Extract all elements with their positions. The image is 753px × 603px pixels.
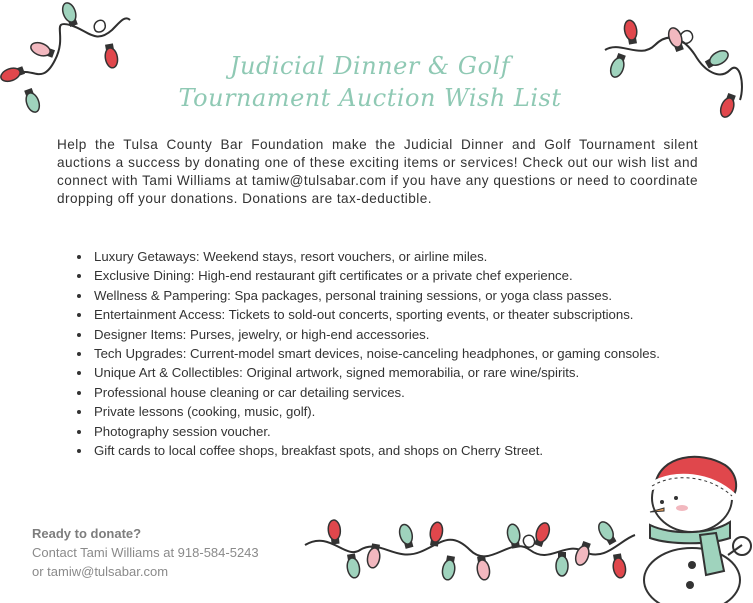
string-lights-bottom-icon xyxy=(300,500,640,600)
list-item: • Designer Items: Purses, jewelry, or high-end accessories. xyxy=(92,325,692,344)
snowman-icon xyxy=(630,450,753,603)
list-item: • Luxury Getaways: Weekend stays, resort vouchers, or airline miles. xyxy=(92,247,692,266)
string-lights-top-left-icon xyxy=(0,0,140,120)
string-lights-top-right-icon xyxy=(600,0,753,130)
list-item: • Entertainment Access: Tickets to sold-out concerts, sporting events, or theater subscriptions. xyxy=(92,305,692,324)
contact-block xyxy=(32,524,272,581)
contact-text: Contact Tami Williams at 918-584-5243 or tamiw@tulsabar.com xyxy=(32,545,259,579)
list-item: • Exclusive Dining: High-end restaurant gift certificates or a private chef experience. xyxy=(92,266,692,285)
list-item: • Photography session voucher. xyxy=(92,422,692,441)
list-item: • Wellness & Pampering: Spa packages, personal training sessions, or yoga class passes. xyxy=(92,286,692,305)
list-item: • Private lessons (cooking, music, golf). xyxy=(92,402,692,421)
title-line-2: Tournament Auction Wish List xyxy=(178,84,562,112)
list-item: • Professional house cleaning or car detailing services. xyxy=(92,383,692,402)
intro-paragraph: Help the Tulsa County Bar Foundation make the Judicial Dinner and Golf Tournament silent auctions a success by donating one of these exciting items or services! Check out our wish list and connect with Tami Williams at tamiw@tulsabar.com if you have any questions or need to coordinate dropping off your donations. Donations are tax-deductible. xyxy=(57,137,698,206)
wish-list xyxy=(72,247,692,460)
list-item: • Gift cards to local coffee shops, breakfast spots, and shops on Cherry Street. xyxy=(92,441,692,460)
list-item: • Tech Upgrades: Current-model smart devices, noise-canceling headphones, or gaming consoles. xyxy=(92,344,692,363)
list-item: • Unique Art & Collectibles: Original artwork, signed memorabilia, or rare wine/spirits. xyxy=(92,363,692,382)
contact-heading: Ready to donate? xyxy=(32,526,142,541)
page-title xyxy=(150,50,590,114)
title-line-1: Judicial Dinner & Golf xyxy=(229,52,511,80)
bulbs xyxy=(0,1,119,114)
